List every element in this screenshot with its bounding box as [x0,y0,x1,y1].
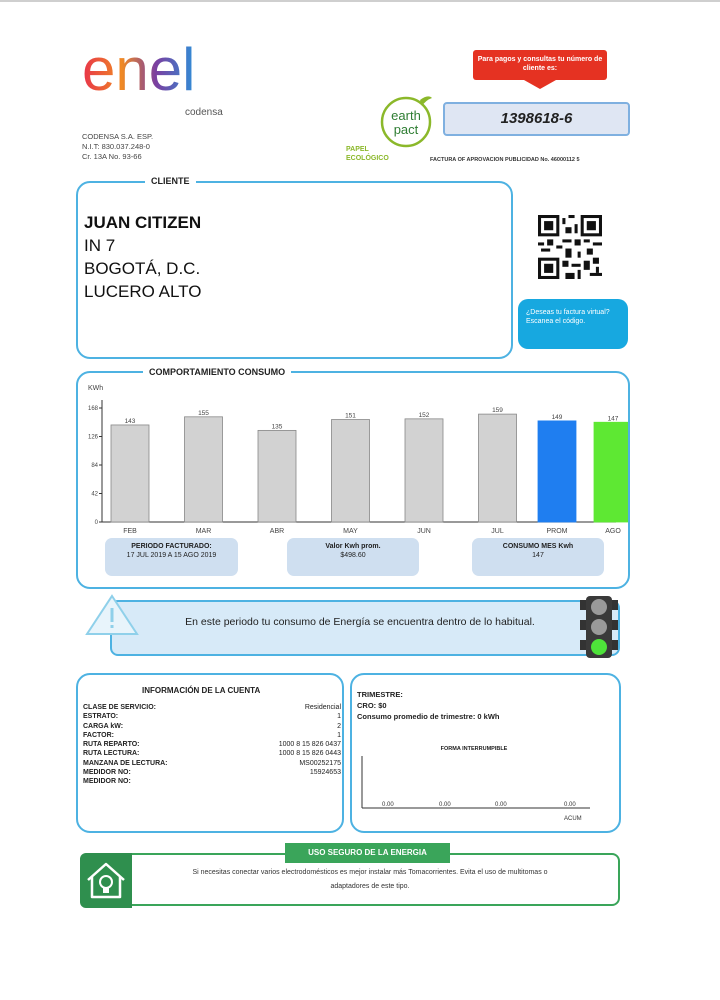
account-section-title: INFORMACIÓN DE LA CUENTA [142,686,261,695]
warning-icon [84,593,140,637]
y-tick-label: 126 [87,434,98,441]
account-row [83,777,341,786]
client-section-title: CLIENTE [145,176,196,186]
consumption-section-title: COMPORTAMIENTO CONSUMO [143,367,291,377]
mini-value: 0.00 [564,802,576,808]
x-tick-label: FEB [123,528,137,535]
bar-value-label: 149 [551,413,563,421]
bar-value-label: 155 [198,409,209,417]
company-line: Cr. 13A No. 93-66 [82,152,142,161]
x-tick-label: ABR [269,528,285,535]
pill-value: $498.60 [340,552,366,559]
bar [185,417,223,522]
y-tick-label: 42 [91,491,98,498]
payment-banner: Para pagos y consultas tu número de cliente es: [473,50,607,80]
x-tick-label: JUN [417,528,431,535]
y-tick-label: 168 [87,406,98,412]
safety-banner: USO SEGURO DE LA ENERGIA [285,843,450,863]
y-tick-label: 0 [94,520,98,526]
mini-value: 0.00 [382,802,394,808]
account-rows [83,703,341,787]
account-row-label: MEDIDOR NO: [83,769,131,777]
account-row-value: MS00252175 [299,759,341,767]
y-axis-label: KWh [88,385,104,392]
account-row [83,768,341,777]
company-line: N.I.T: 830.037.248-0 [82,142,150,151]
billing-period-pill [105,538,238,576]
month-consumption-pill [472,538,604,576]
bar [479,414,517,522]
traffic-light-icon [578,594,620,660]
virtual-invoice-note: ¿Deseas tu factura virtual? Escanea el código. [518,299,628,349]
client-number: 1398618-6 [443,102,630,136]
account-row [83,722,341,731]
account-row-value: 1 [337,731,341,739]
client-name: JUAN CITIZEN [84,213,202,232]
pill-label: CONSUMO MES Kwh [502,543,574,550]
account-row-label: FACTOR: [83,731,114,739]
bar-value-label: 135 [271,423,283,431]
pill-value: 147 [532,552,544,559]
sub-brand: codensa [185,107,223,118]
quarter-info [357,689,500,722]
account-row-value: Residencial [304,704,341,711]
bar [405,419,443,522]
account-row-value: 1000 8 15 826 0443 [278,750,341,758]
account-row-value: 15924653 [309,769,341,777]
status-message: En este periodo tu consumo de Energía se encuentra dentro de lo habitual. [185,616,535,628]
account-row [83,703,341,712]
enel-logo [82,38,242,108]
bar-value-label: 152 [418,411,430,419]
top-border [0,0,720,2]
mini-value: 0.00 [495,802,507,808]
bar-value-label: 151 [345,412,356,420]
y-tick-label: 84 [91,463,98,469]
account-row-label: MANZANA DE LECTURA: [83,759,168,767]
safety-icon-block [80,853,132,908]
client-address-line: LUCERO ALTO [84,282,202,301]
client-address-line: BOGOTÁ, D.C. [84,259,201,278]
consumption-chart [80,378,628,542]
mini-acum-label: ACUM [564,816,582,822]
account-row [83,740,341,749]
account-row [83,731,341,740]
x-tick-label: JUL [491,528,504,535]
safety-text: Si necesitas conectar varios electrodomésticos es mejor instalar más Tomacorrientes. Evita el uso de multitomas o adaptadores de este tipo. [192,869,548,890]
house-bulb-icon [80,853,132,908]
papel-line: PAPEL [346,146,369,153]
account-row-label: ESTRATO: [83,713,119,721]
quarter-mini-chart [354,742,594,826]
quarter-title: TRIMESTRE: [357,690,403,699]
bar-value-label: 143 [124,417,136,425]
papel-ecologico [346,145,389,163]
account-row-label: MEDIDOR NO: [83,778,131,786]
account-row [83,749,341,758]
enel-logo-text: enel [82,38,196,103]
earthpact-line: pact [393,122,419,137]
mini-chart-title: FORMA INTERRUMPIBLE [440,746,508,752]
qr-code[interactable] [538,215,602,279]
account-row-value: 1000 8 15 826 0437 [278,741,341,749]
x-tick-label: AGO [605,528,621,535]
account-row-value: 1 [337,713,341,721]
bar [538,421,576,522]
account-row-label: CLASE DE SERVICIO: [83,704,156,711]
x-tick-label: MAY [343,528,358,535]
bar [332,420,370,522]
bar [111,425,149,522]
bar [594,422,628,522]
quarter-cro: CRO: $0 [357,701,387,710]
mini-value: 0.00 [439,802,451,808]
kwh-price-pill [287,538,419,576]
bar [258,430,296,522]
client-address-line: IN 7 [84,236,116,255]
pill-label: Valor Kwh prom. [325,543,381,550]
earthpact-line: earth [391,108,421,123]
account-row [83,712,341,721]
pill-value: 17 JUL 2019 A 15 AGO 2019 [126,552,217,559]
account-row-value: 2 [337,722,341,730]
factura-label: FACTURA OF APROVACION PUBLICIDAD No. 46000112 5 [430,157,580,163]
bar-value-label: 147 [607,415,619,423]
pill-label: PERIODO FACTURADO: [131,543,212,550]
account-row-label: CARGA kW: [83,722,124,730]
account-row-label: RUTA REPARTO: [83,741,140,749]
bar-value-label: 159 [492,407,503,415]
x-tick-label: MAR [195,528,212,535]
arrow-down-icon [524,80,556,89]
company-line: CODENSA S.A. ESP. [82,132,154,141]
x-tick-label: PROM [546,528,568,535]
company-info [82,132,153,162]
papel-line: ECOLÓGICO [346,155,389,162]
quarter-average: Consumo promedio de trimestre: 0 kWh [357,712,500,721]
account-row-label: RUTA LECTURA: [83,750,140,758]
account-row [83,759,341,768]
